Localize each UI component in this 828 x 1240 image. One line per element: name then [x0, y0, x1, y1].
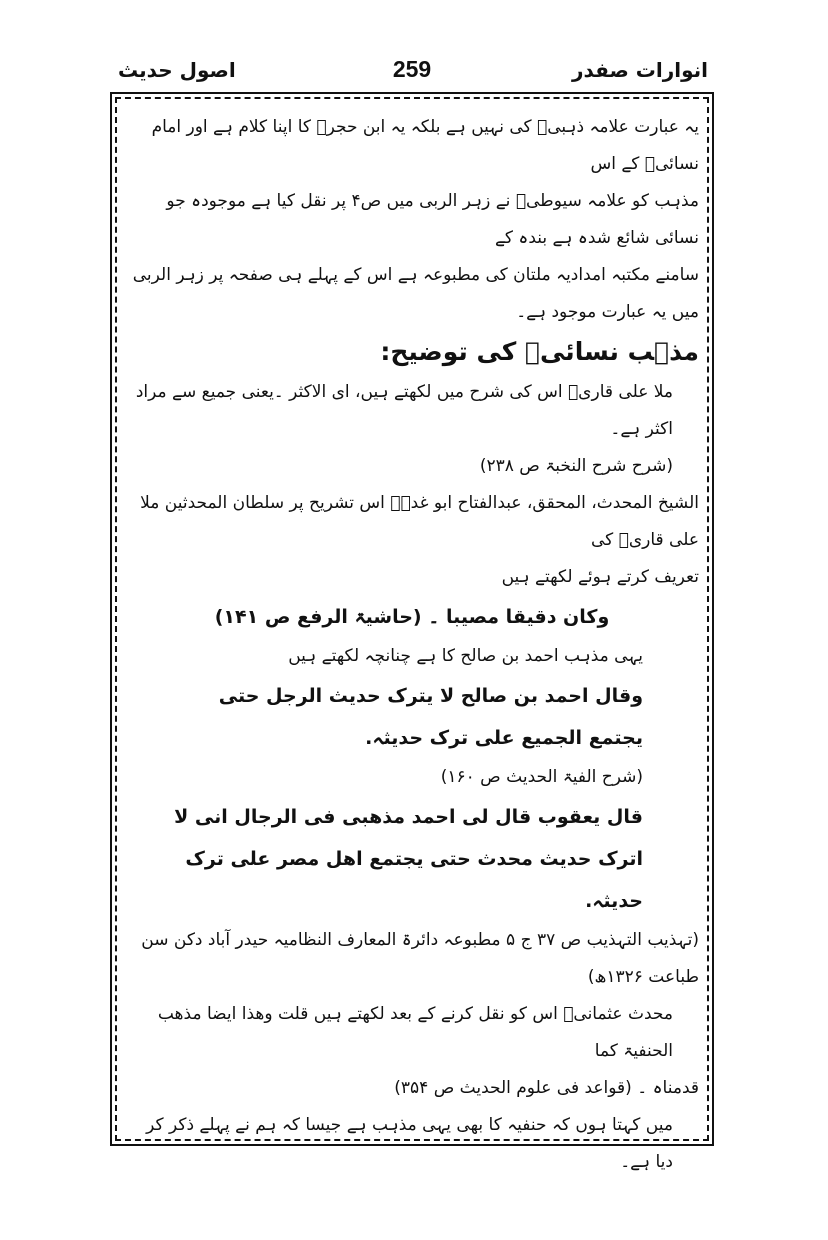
page-content [125, 109, 699, 1181]
mulla-ali-text: ملا علی قاریؒ اس کی شرح میں لکھتے ہیں، ای الاکثر ۔یعنی جمیع سے مراد اکثر ہے۔ [135, 382, 673, 439]
quote-3-line-3: حدیثہ. [585, 890, 643, 912]
uthmani-line-2: قدمناہ ۔ (قواعد فی علوم الحدیث ص ۳۵۴) [394, 1078, 699, 1098]
shaykh-line-1: الشیخ المحدث، المحقق، عبدالفتاح ابو غدہؒ اس تشریح پر سلطان المحدثین ملا علی قاریؒ کی [140, 493, 699, 550]
reference-3-line-1: (تہذیب التہذیب ص ۳۷ ج ۵ مطبوعہ دائرۃ المعارف النظامیہ حیدر آباد دکن سن [141, 930, 699, 950]
para1-line2: مذہب کو علامہ سیوطیؒ نے زہر الربی میں ص۴ پر نقل کیا ہے موجودہ جو نسائی شائع شدہ ہے بندہ کے [166, 191, 699, 248]
page-frame [110, 92, 714, 1172]
section-heading: مذہب نسائیؒ کی توضیح: [380, 337, 699, 366]
ahmad-intro: یہی مذہب احمد بن صالح کا ہے چنانچہ لکھتے ہیں [288, 646, 643, 666]
book-title: انوارات صفدر [572, 58, 708, 82]
reference-1: (شرح شرح النخبۃ ص ۲۳۸) [479, 456, 673, 476]
para1-line3: سامنے مکتبہ امدادیہ ملتان کی مطبوعہ ہے اس کے پہلے ہی صفحہ پر زہر الربی میں یہ عبارت موجود ہے۔ [132, 265, 699, 322]
closing-text: میں کہتا ہوں کہ حنفیہ کا بھی یہی مذہب ہے جیسا کہ ہم نے پہلے ذکر کر دیا ہے۔ [146, 1115, 673, 1172]
para1-line1: یہ عبارت علامہ ذہبیؒ کی نہیں ہے بلکہ یہ ابن حجرؒ کا اپنا کلام ہے اور امام نسائیؒ کے اس [151, 117, 699, 174]
page-number: 259 [392, 56, 432, 82]
quote-3-line-2: اترک حدیث محدث حتی یجتمع اھل مصر علی ترک [185, 848, 643, 870]
reference-2: (شرح الفیۃ الحدیث ص ۱۶۰) [440, 767, 643, 787]
shaykh-line-2: تعریف کرتے ہوئے لکھتے ہیں [501, 567, 699, 587]
chapter-title: اصول حدیث [118, 58, 236, 82]
quote-3-line-1: قال یعقوب قال لی احمد مذھبی فی الرجال انی لا [174, 806, 643, 828]
quote-2-line-1: وقال احمد بن صالح لا یترک حدیث الرجل حتی [218, 685, 643, 707]
uthmani-line-1: محدث عثمانیؒ اس کو نقل کرنے کے بعد لکھتے ہیں قلت وھذا ایضا مذھب الحنفیۃ کما [157, 1004, 673, 1061]
reference-3-line-2: طباعت ۱۳۲۶ھ) [587, 967, 699, 987]
running-head [112, 52, 712, 92]
quote-2-line-2: یجتمع الجمیع علی ترک حدیثہ. [365, 727, 643, 749]
quote-1: وکان دقیقا مصیبا ۔ (حاشیۃ الرفع ص ۱۴۱) [214, 606, 610, 628]
page-frame-inner [115, 97, 709, 1172]
